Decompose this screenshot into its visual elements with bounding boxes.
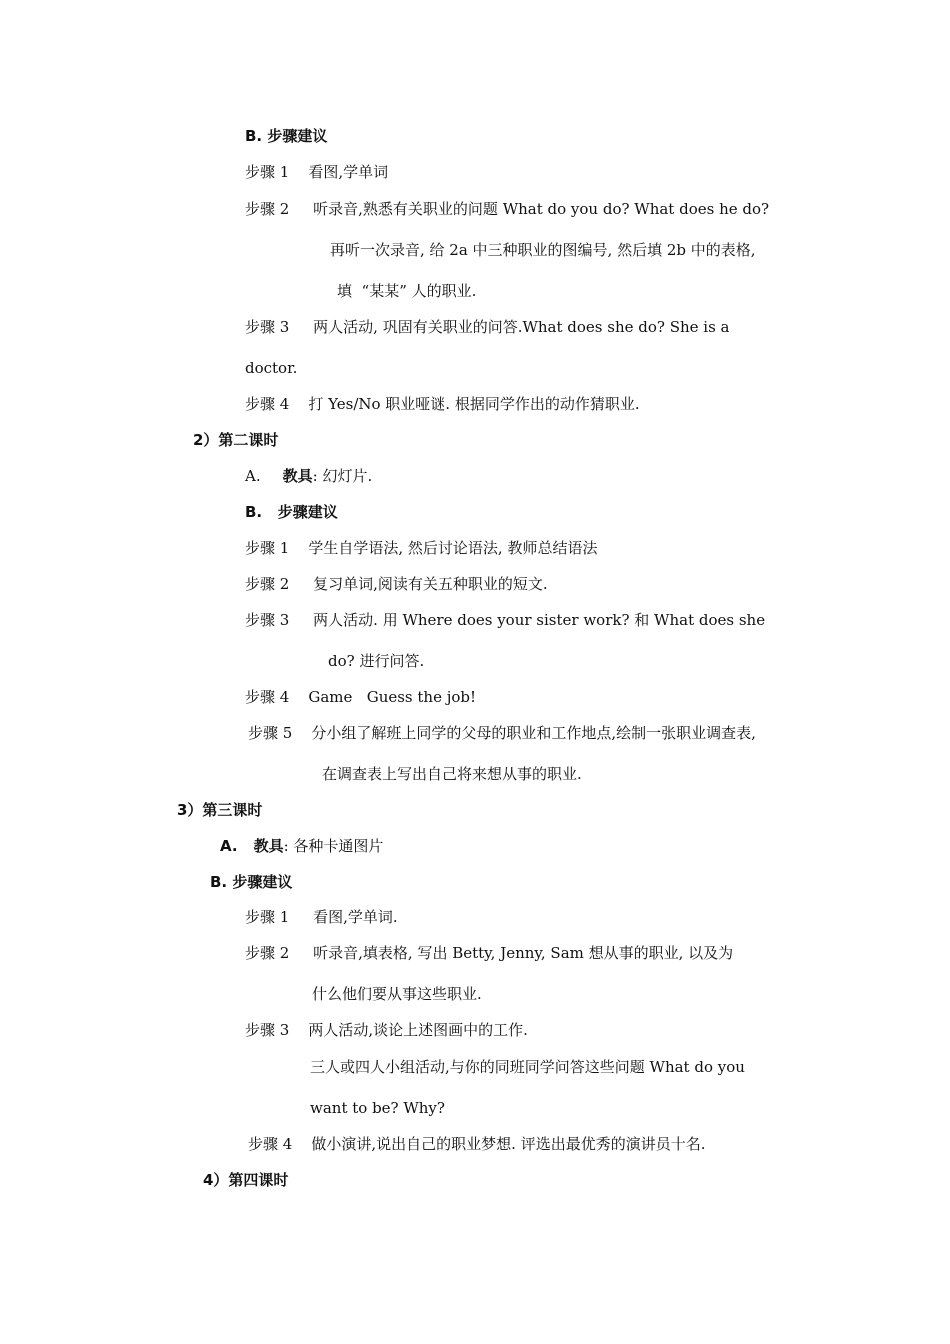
- l2-step3-line2: do? 进行问答.: [328, 652, 425, 670]
- l2-step4: 步骤 4 Game Guess the job!: [245, 688, 477, 706]
- l1-step3-line1: 步骤 3 两人活动, 巩固有关职业的问答.What does she do? She is a: [245, 318, 730, 336]
- l2-heading: 2）第二课时: [193, 431, 279, 449]
- l1-step2-line2: 再听一次录音, 给 2a 中三种职业的图编号, 然后填 2b 中的表格,: [330, 241, 756, 259]
- l2-a-line: [245, 466, 372, 486]
- l2-a-prefix: A.: [245, 467, 261, 485]
- l2-a-text: : 幻灯片.: [312, 467, 373, 485]
- l2-a-label: 教具: [282, 467, 313, 485]
- l3-step3-line1: 步骤 3 两人活动,谈论上述图画中的工作.: [245, 1021, 528, 1039]
- l3-a-line: [220, 836, 383, 856]
- l1-b-heading: B. 步骤建议: [245, 127, 328, 145]
- l2-step5-line2: 在调查表上写出自己将来想从事的职业.: [322, 765, 582, 783]
- l2-b-heading: B. 步骤建议: [245, 503, 338, 521]
- l3-step4: 步骤 4 做小演讲,说出自己的职业梦想. 评选出最优秀的演讲员十名.: [248, 1135, 706, 1153]
- l2-step3-line1: 步骤 3 两人活动. 用 Where does your sister work? 和 What does she: [245, 611, 766, 629]
- l2-step5-line1: 步骤 5 分小组了解班上同学的父母的职业和工作地点,绘制一张职业调查表,: [248, 724, 756, 742]
- l1-step2-line3: 填 “某某” 人的职业.: [337, 282, 477, 300]
- l1-step1: 步骤 1 看图,学单词: [245, 163, 389, 181]
- l1-step3-line2: doctor.: [245, 359, 298, 377]
- l1-step4: 步骤 4 打 Yes/No 职业哑谜. 根据同学作出的动作猜职业.: [245, 395, 640, 413]
- l3-heading: 3）第三课时: [177, 801, 263, 819]
- l2-step1: 步骤 1 学生自学语法, 然后讨论语法, 教师总结语法: [245, 539, 598, 557]
- l3-step2-line2: 什么他们要从事这些职业.: [312, 985, 482, 1003]
- l3-a-text: : 各种卡通图片: [283, 837, 384, 855]
- l3-a-prefix: A.: [220, 837, 238, 855]
- l2-step2: 步骤 2 复习单词,阅读有关五种职业的短文.: [245, 575, 548, 593]
- l3-step1: 步骤 1 看图,学单词.: [245, 908, 398, 926]
- l3-step3-line3: want to be? Why?: [310, 1099, 445, 1117]
- l3-step2-line1: 步骤 2 听录音,填表格, 写出 Betty, Jenny, Sam 想从事的职业, 以及为: [245, 944, 734, 962]
- l3-a-label: 教具: [253, 837, 284, 855]
- l3-step3-line2: 三人或四人小组活动,与你的同班同学问答这些问题 What do you: [310, 1058, 745, 1076]
- l3-b-heading: B. 步骤建议: [210, 873, 293, 891]
- l1-step2-line1: 步骤 2 听录音,熟悉有关职业的问题 What do you do? What does he do?: [245, 200, 770, 218]
- l4-heading: 4）第四课时: [203, 1171, 289, 1189]
